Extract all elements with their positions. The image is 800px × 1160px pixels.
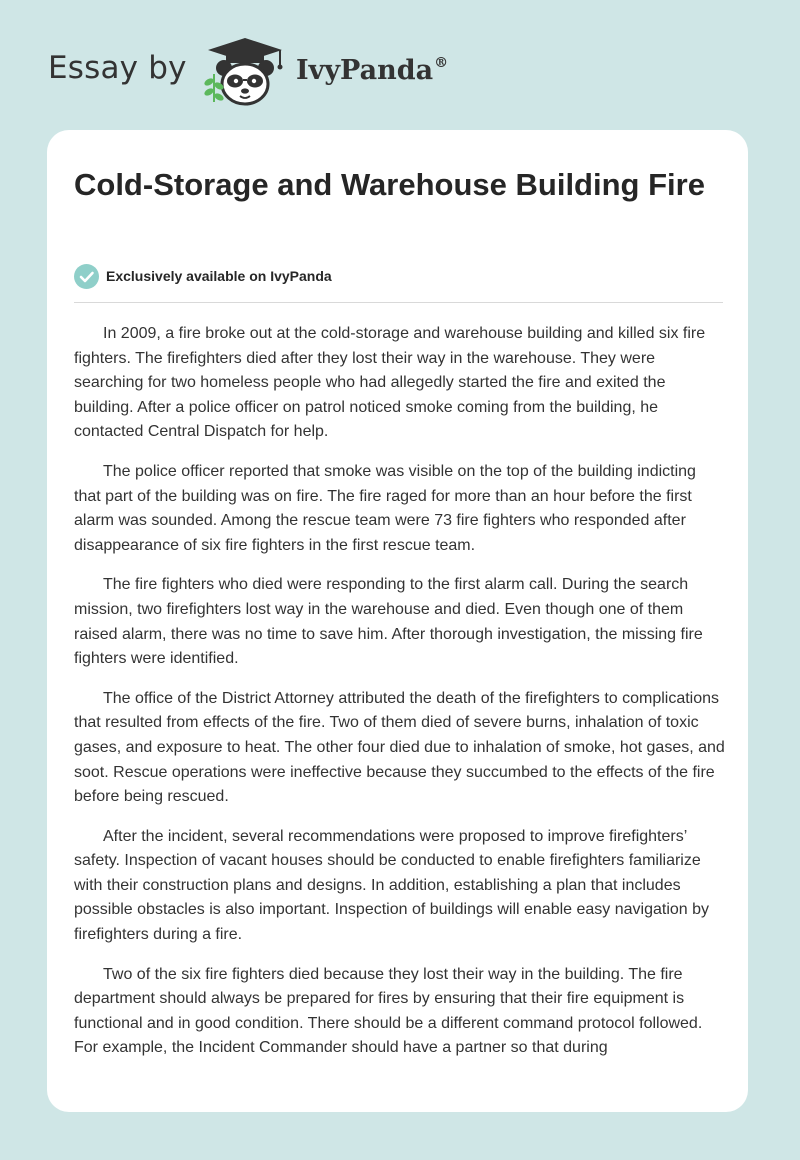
brand-registered-mark: ® <box>434 55 449 71</box>
header-divider <box>74 302 723 303</box>
essay-paragraph: The office of the District Attorney attributed the death of the firefighters to complications that resulted from effects of the fire. Two of them died of severe burns, inhalation of toxic gases, and exposure to heat. The other four died due to inhalation of smoke, hot gases, and soot. Rescue operations were ineffective because they succumbed to the effects of the fire before being rescued. <box>74 689 725 806</box>
site-header <box>0 0 800 130</box>
panda-logo-icon <box>200 36 290 108</box>
brand-prefix: Essay by <box>48 50 187 86</box>
essay-paragraph: After the incident, several recommendations were proposed to improve firefighters’ safety. Inspection of vacant houses should be conducted to enable firefighters familiarize with their construction plans and designs. In addition, establishing a plan that includes possible obstacles is also important. Inspection of buildings will enable easy navigation by firefighters during a fire. <box>74 827 710 944</box>
brand-name <box>296 55 448 86</box>
exclusive-badge-label: Exclusively available on IvyPanda <box>106 268 332 284</box>
essay-paragraph: The fire fighters who died were responding to the first alarm call. During the search mission, two firefighters lost way in the warehouse and died. Even though one of them raised alarm, there was no time to save him. After thorough investigation, the missing fire fighters were identified. <box>74 576 703 668</box>
essay-paragraph: The police officer reported that smoke was visible on the top of the building indicting that part of the building was on fire. The fire raged for more than an hour before the first alarm was sounded. Among the rescue team were 73 fire fighters who responded after disappearance of six fire fighters in the first rescue team. <box>74 462 696 554</box>
essay-card <box>47 130 748 1112</box>
essay-body <box>74 322 726 1076</box>
essay-title: Cold-Storage and Warehouse Building Fire <box>74 167 705 202</box>
essay-paragraph: In 2009, a fire broke out at the cold-storage and warehouse building and killed six fire fighters. The firefighters died after they lost their way in the warehouse. They were searching for two homeless people who had allegedly started the fire and exited the building. After a police officer on patrol noticed smoke coming from the building, he contacted Central Dispatch for help. <box>74 325 706 441</box>
check-circle-icon <box>74 264 99 289</box>
brand-name-text: IvyPanda <box>296 55 434 86</box>
exclusive-badge <box>74 263 332 289</box>
essay-paragraph: Two of the six fire fighters died because they lost their way in the building. The fire department should always be prepared for fires by ensuring that their fire equipment is functional and in good condition. There should be a different command protocol followed. For example, the Incident Commander should have a partner so that during <box>74 965 703 1057</box>
